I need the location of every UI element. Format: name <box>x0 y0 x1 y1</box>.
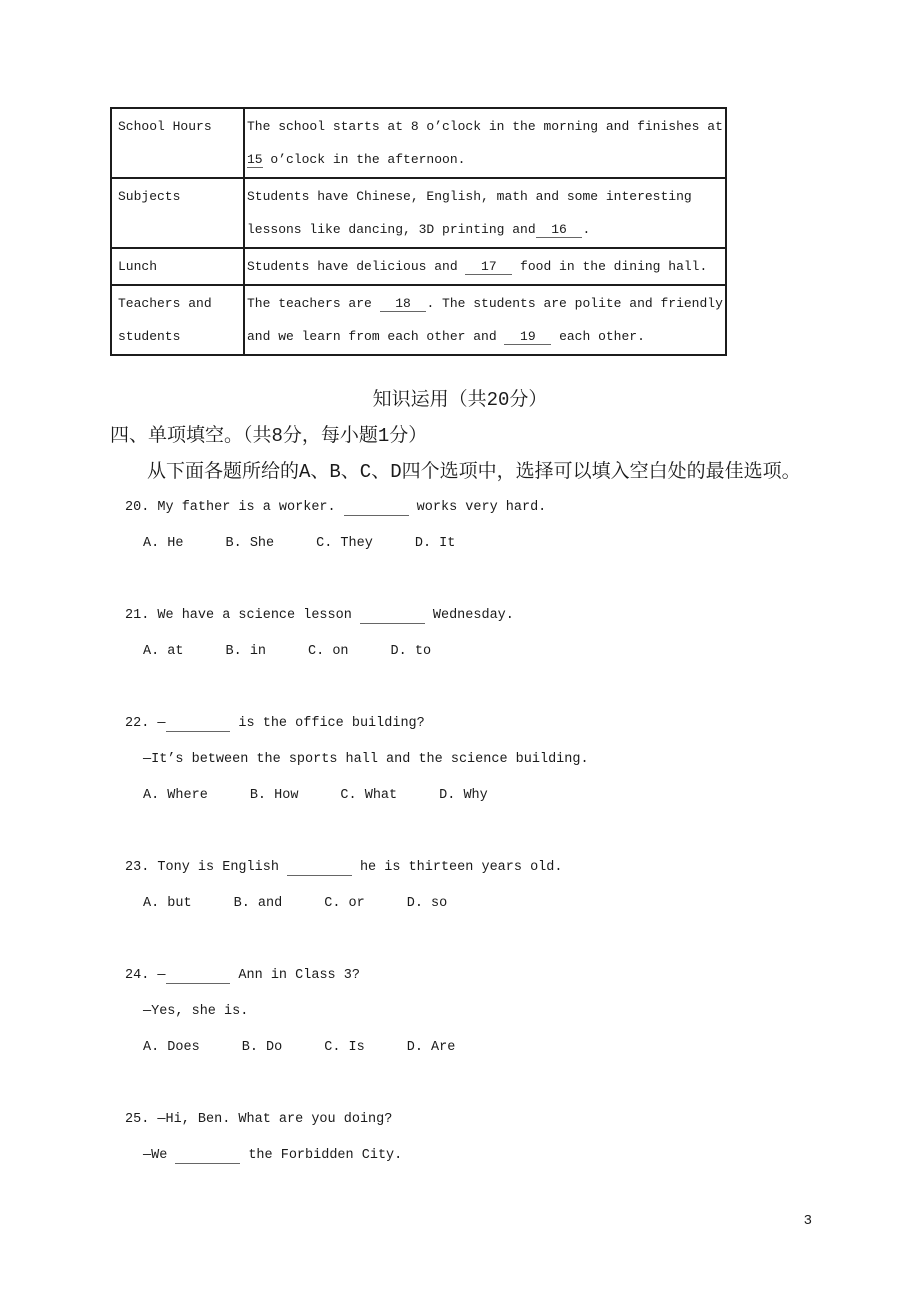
label-line: students <box>118 329 181 344</box>
section-heading: 知识运用（共20分） <box>372 389 548 411</box>
answer-blank: 15 <box>247 152 263 167</box>
table-row <box>111 248 726 285</box>
option-b: B. in <box>225 644 267 659</box>
table-label-cell <box>111 178 244 248</box>
option-c: C. or <box>324 896 365 911</box>
answer-blank <box>360 608 425 624</box>
text-segment: The teachers are <box>247 296 380 311</box>
option-c: C. Is <box>324 1040 365 1055</box>
options-row <box>110 778 810 814</box>
question-number: 25. <box>125 1112 158 1127</box>
option-a: A. He <box>143 536 184 551</box>
content-line <box>247 110 723 143</box>
question-stem <box>110 1102 810 1138</box>
content-line <box>247 213 723 246</box>
text-segment: o’clock in the afternoon. <box>262 152 466 167</box>
question-20 <box>110 490 810 562</box>
question-stem <box>110 490 810 526</box>
questions <box>110 490 810 1174</box>
table-label-cell <box>111 248 244 285</box>
answer-blank: 18 <box>379 296 427 311</box>
table-row <box>111 108 726 178</box>
option-d: D. Why <box>439 788 488 803</box>
option-d: D. to <box>390 644 432 659</box>
question-line <box>110 994 810 1030</box>
option-a: A. but <box>143 896 192 911</box>
content-line <box>247 180 723 213</box>
option-a: A. at <box>143 644 184 659</box>
text-segment: . <box>582 222 591 237</box>
answer-blank <box>166 968 231 984</box>
text-segment: food in the dining hall. <box>512 259 708 274</box>
question-line <box>110 1138 810 1174</box>
table-content-cell <box>244 248 726 285</box>
school-info-table-body <box>111 108 726 355</box>
label-line: Subjects <box>118 189 181 204</box>
option-b: B. How <box>249 788 299 803</box>
question-number: 20. <box>125 500 158 515</box>
text-segment: —We <box>143 1148 176 1163</box>
text-segment: Ann in Class 3? <box>230 968 360 983</box>
question-stem <box>110 850 810 886</box>
text-segment: he is thirteen years old. <box>351 860 563 875</box>
answer-blank: 19 <box>504 329 552 344</box>
answer-blank: 17 <box>465 259 513 274</box>
content-line <box>247 320 723 353</box>
text-segment: We have a science lesson <box>157 608 360 623</box>
text-segment: — <box>157 716 166 731</box>
option-d: D. so <box>406 896 448 911</box>
option-a: A. Does <box>143 1040 200 1055</box>
question-number: 24. <box>125 968 158 983</box>
text-segment: each other. <box>551 329 645 344</box>
text-segment: . The students are polite and friendly <box>426 296 723 311</box>
text-segment: Wednesday. <box>424 608 514 623</box>
text-segment: and we learn from each other and <box>247 329 505 344</box>
school-info-table <box>110 107 727 356</box>
question-stem <box>110 958 810 994</box>
text-segment: works very hard. <box>408 500 547 515</box>
question-25 <box>110 1102 810 1174</box>
option-c: C. They <box>316 536 373 551</box>
answer-blank <box>175 1148 240 1164</box>
page-content <box>110 107 810 1210</box>
table-content-cell <box>244 285 726 355</box>
question-number: 21. <box>125 608 158 623</box>
options-row <box>110 634 810 670</box>
text-segment: My father is a worker. <box>157 500 344 515</box>
options-row <box>110 1030 810 1066</box>
page-number: 3 <box>803 1213 812 1229</box>
text-segment: —It’s between the sports hall and the science building. <box>143 752 589 767</box>
text-segment: the Forbidden City. <box>240 1148 403 1163</box>
option-a: A. Where <box>143 788 208 803</box>
text-segment: —Hi, Ben. What are you doing? <box>157 1112 393 1127</box>
content-line <box>247 287 723 320</box>
option-b: B. and <box>233 896 283 911</box>
option-b: B. Do <box>241 1040 283 1055</box>
label-line: Teachers and <box>118 296 212 311</box>
question-number: 23. <box>125 860 158 875</box>
text-segment: Students have delicious and <box>247 259 466 274</box>
table-content-cell <box>244 178 726 248</box>
question-22 <box>110 706 810 814</box>
question-23 <box>110 850 810 922</box>
answer-blank <box>287 860 352 876</box>
label-line: School Hours <box>118 119 212 134</box>
option-c: C. on <box>308 644 349 659</box>
question-stem <box>110 706 810 742</box>
options-row <box>110 886 810 922</box>
question-number: 22. <box>125 716 158 731</box>
options-row <box>110 526 810 562</box>
text-segment: is the office building? <box>230 716 425 731</box>
part-title: 四、单项填空。（共8分，每小题1分） <box>110 425 428 447</box>
table-row <box>111 178 726 248</box>
text-segment: The school starts at 8 o’clock in the morning and finishes at <box>247 119 723 134</box>
content-line <box>247 250 723 283</box>
question-line <box>110 742 810 778</box>
table-content-cell <box>244 108 726 178</box>
text-segment: Students have Chinese, English, math and some interesting <box>247 189 692 204</box>
answer-blank <box>166 716 231 732</box>
option-b: B. She <box>225 536 275 551</box>
text-segment: lessons like dancing, 3D printing and <box>247 222 536 237</box>
table-label-cell <box>111 108 244 178</box>
option-c: C. What <box>340 788 398 803</box>
option-d: D. It <box>414 536 456 551</box>
question-stem <box>110 598 810 634</box>
table-label-cell <box>111 285 244 355</box>
text-segment: — <box>157 968 166 983</box>
text-segment: Tony is English <box>157 860 288 875</box>
content-line <box>247 143 723 176</box>
option-d: D. Are <box>406 1040 456 1055</box>
text-segment: —Yes, she is. <box>143 1004 249 1019</box>
answer-blank: 16 <box>535 222 583 237</box>
question-24 <box>110 958 810 1066</box>
table-row <box>111 285 726 355</box>
instructions: 从下面各题所给的A、B、C、D四个选项中，选择可以填入空白处的最佳选项。 <box>147 461 801 483</box>
label-line: Lunch <box>118 259 158 274</box>
question-21 <box>110 598 810 670</box>
answer-blank <box>344 500 409 516</box>
